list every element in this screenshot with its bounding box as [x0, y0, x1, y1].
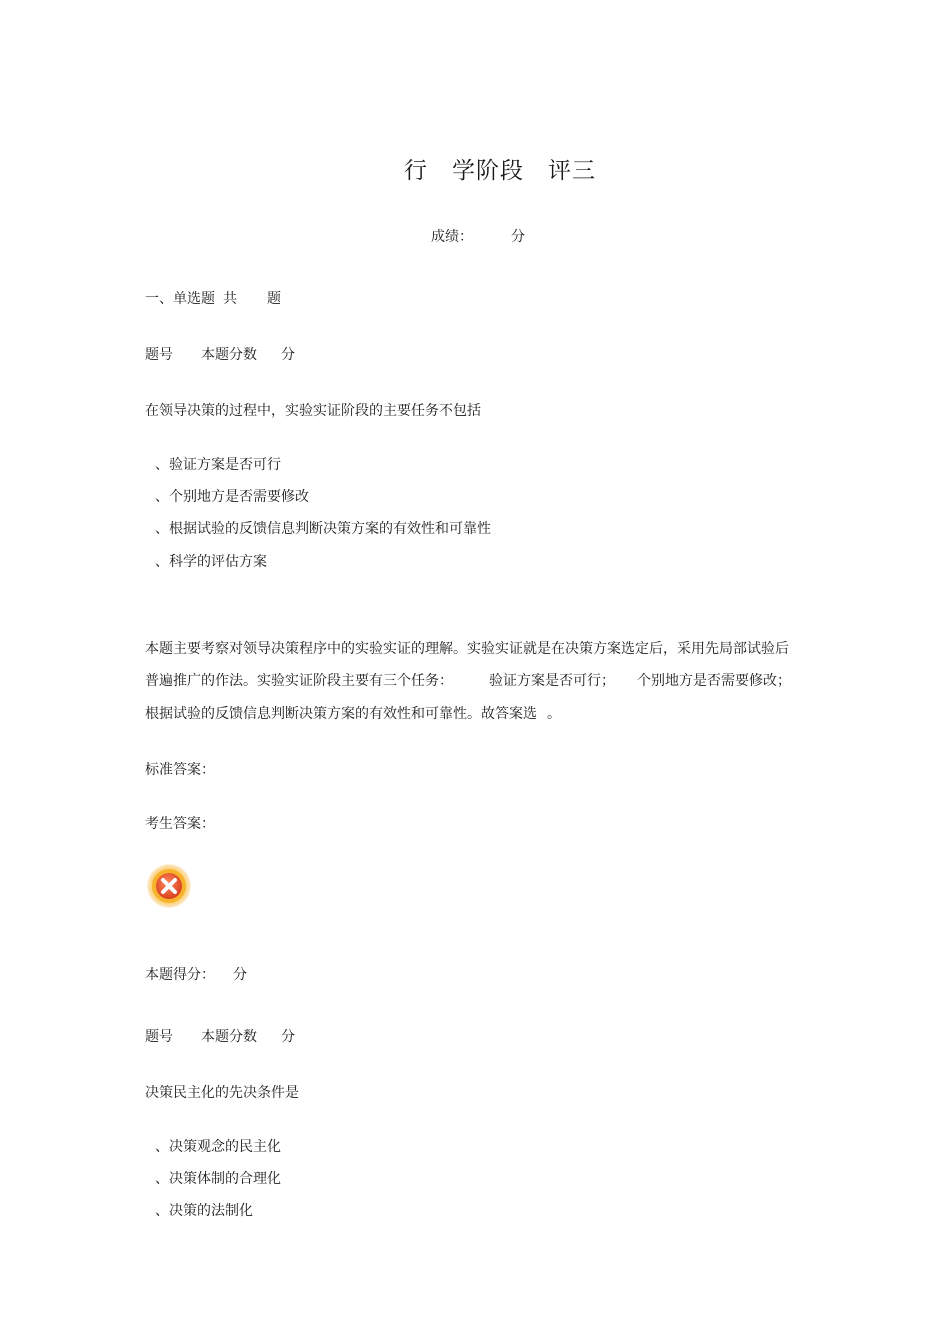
q2-points-label: 本题分数 — [201, 1029, 257, 1045]
section-type: 一、单选题 — [145, 291, 215, 307]
title-part-3: 评三 — [548, 158, 596, 184]
q1-analysis-line-2a: 普遍推广的作法。实验实证阶段主要有三个任务： — [145, 673, 453, 689]
score-unit: 分 — [511, 229, 525, 245]
q2-option-b[interactable]: 、决策体制的合理化 — [155, 1171, 281, 1187]
q1-analysis-line-3 — [145, 703, 561, 723]
q1-option-b[interactable]: 、个别地方是否需要修改 — [155, 489, 309, 505]
title-part-2: 学阶段 — [452, 158, 524, 184]
q1-analysis-line-2 — [145, 670, 791, 690]
q1-score-got-label: 本题得分： — [145, 967, 215, 983]
q1-meta — [145, 344, 295, 364]
q1-analysis-line-2b: 验证方案是否可行； — [489, 673, 615, 689]
page-title — [404, 152, 596, 185]
q2-stem: 决策民主化的先决条件是 — [145, 1085, 299, 1101]
standard-answer-label: 标准答案： — [145, 762, 215, 778]
q1-number-label: 题号 — [145, 347, 173, 363]
q1-analysis-line-1: 本题主要考察对领导决策程序中的实验实证的理解。实验实证就是在决策方案选定后，采用先局部试验后 — [145, 641, 789, 657]
q1-analysis-line-3b: 。 — [547, 706, 561, 722]
q1-points-label: 本题分数 — [201, 347, 257, 363]
q1-score-got — [145, 964, 247, 984]
section-total-label: 共 — [223, 291, 237, 307]
total-score — [431, 226, 525, 246]
section-heading — [145, 288, 281, 308]
student-answer-label: 考生答案： — [145, 816, 215, 832]
q2-option-a[interactable]: 、决策观念的民主化 — [155, 1139, 281, 1155]
q2-meta — [145, 1026, 295, 1046]
score-label: 成绩： — [431, 229, 473, 245]
section-count-unit: 题 — [267, 291, 281, 307]
wrong-x-icon — [146, 863, 192, 909]
title-part-1: 行 — [404, 158, 428, 184]
q2-option-c[interactable]: 、决策的法制化 — [155, 1203, 253, 1219]
q1-analysis-line-2c: 个别地方是否需要修改； — [637, 673, 791, 689]
q1-option-a[interactable]: 、验证方案是否可行 — [155, 457, 281, 473]
q1-points-unit: 分 — [281, 347, 295, 363]
q1-score-got-unit: 分 — [233, 967, 247, 983]
q1-option-d[interactable]: 、科学的评估方案 — [155, 554, 267, 570]
q2-points-unit: 分 — [281, 1029, 295, 1045]
q1-stem: 在领导决策的过程中，实验实证阶段的主要任务不包括 — [145, 403, 481, 419]
q1-option-c[interactable]: 、根据试验的反馈信息判断决策方案的有效性和可靠性 — [155, 521, 491, 537]
q2-number-label: 题号 — [145, 1029, 173, 1045]
q1-analysis-line-3a: 根据试验的反馈信息判断决策方案的有效性和可靠性。故答案选 — [145, 706, 537, 722]
